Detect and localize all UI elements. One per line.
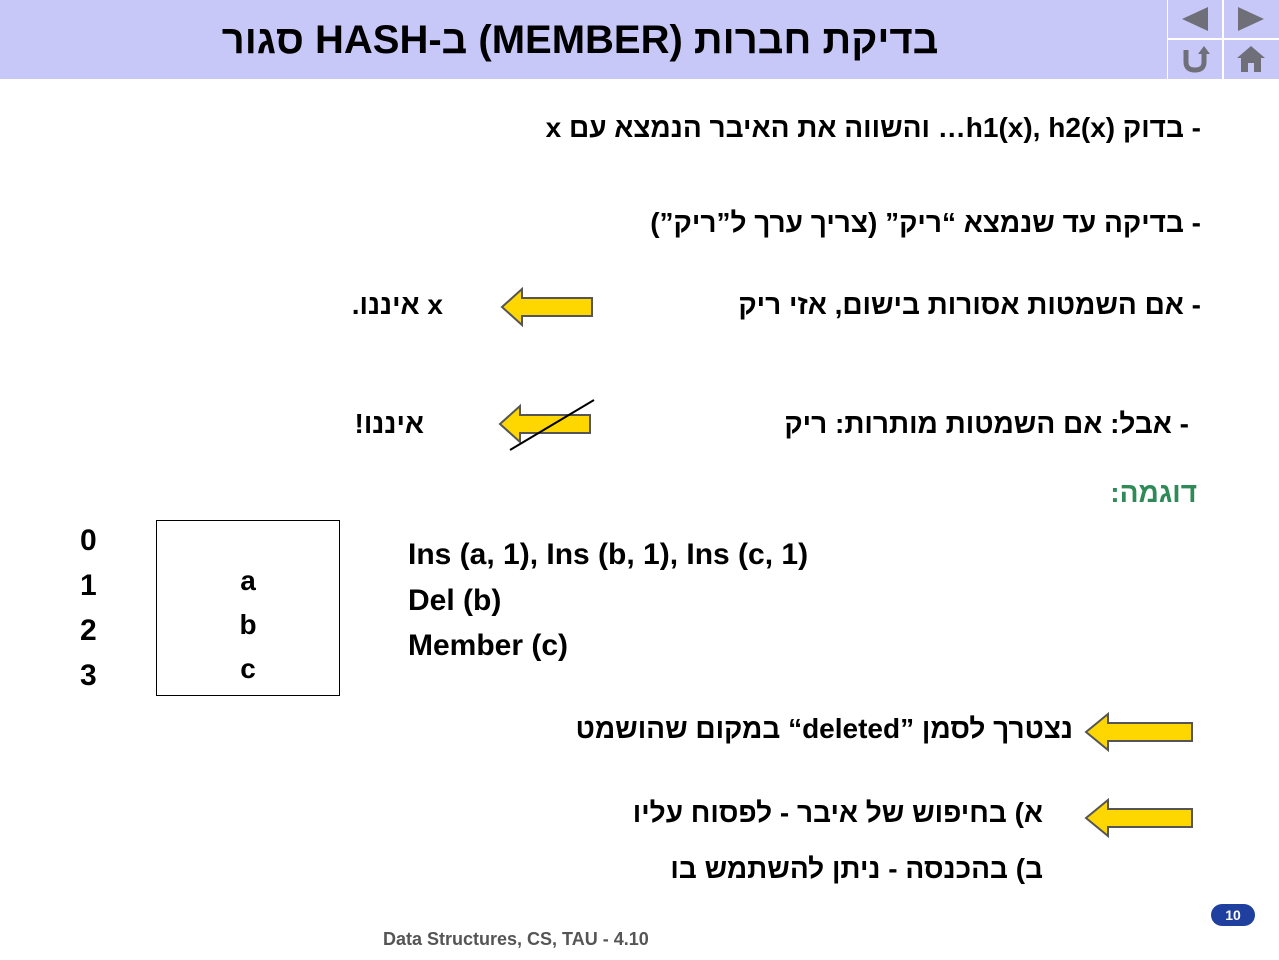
triangle-right-icon xyxy=(1236,6,1266,32)
return-icon xyxy=(1180,44,1210,74)
example-label xyxy=(1110,477,1197,509)
table-index-0: 0 xyxy=(80,524,97,557)
bullet-deletions-allowed: - אבל: אם השמטות מותרות: ריק xyxy=(784,408,1189,439)
bullet-check-hashes: - בדוק h1(x), h2(x)… והשווה את האיבר הנמצא עם x xyxy=(545,112,1201,143)
note-insert-reuse: ב) בהכנסה - ניתן להשתמש בו xyxy=(670,853,1043,884)
table-index-3: 3 xyxy=(80,659,97,692)
example-label-text: דוגמה: xyxy=(1110,477,1197,508)
operation-member: Member (c) xyxy=(408,629,569,662)
title-bar xyxy=(0,0,1279,79)
home-icon xyxy=(1235,44,1267,74)
bullet-deletions-forbidden-result: x איננו. xyxy=(351,289,443,320)
operation-inserts: Ins (a, 1), Ins (b, 1), Ins (c, 1) xyxy=(408,538,809,571)
note-search-skip: א) בחיפוש של איבר - לפסוח עליו xyxy=(632,797,1043,828)
slide-title: בדיקת חברות (MEMBER) ב-HASH סגור xyxy=(221,18,939,62)
footer-course: Data Structures, CS, TAU - 4.10 xyxy=(383,929,649,949)
hash-cell-2: b xyxy=(239,609,257,640)
hash-table xyxy=(156,520,340,696)
navigation-panel xyxy=(1167,0,1279,79)
next-slide-button[interactable] xyxy=(1225,1,1277,37)
arrow-left-icon xyxy=(1084,796,1196,840)
hash-cell-1: a xyxy=(240,565,256,596)
return-button[interactable] xyxy=(1169,41,1221,77)
bullet-deletions-forbidden: - אם השמטות אסורות בישום, אזי ריק xyxy=(738,289,1201,320)
prev-slide-button[interactable] xyxy=(1169,1,1221,37)
triangle-left-icon xyxy=(1180,6,1210,32)
bullet-check-until-empty: - בדיקה עד שנמצא “ריק” (צריך ערך ל”ריק”) xyxy=(650,207,1201,238)
arrow-left-icon xyxy=(500,285,596,329)
table-index-1: 1 xyxy=(80,569,97,602)
page-number-badge: 10 xyxy=(1211,904,1255,926)
arrow-left-icon xyxy=(1084,710,1196,754)
hash-cell-3: c xyxy=(240,653,256,684)
crossed-arrow-left-icon xyxy=(496,398,602,452)
table-index-2: 2 xyxy=(80,614,97,647)
note-mark-deleted: נצטרך לסמן ”deleted“ במקום שהושמט xyxy=(575,713,1073,744)
operation-delete: Del (b) xyxy=(408,584,502,617)
home-button[interactable] xyxy=(1225,41,1277,77)
bullet-deletions-allowed-result: איננו! xyxy=(354,408,424,439)
